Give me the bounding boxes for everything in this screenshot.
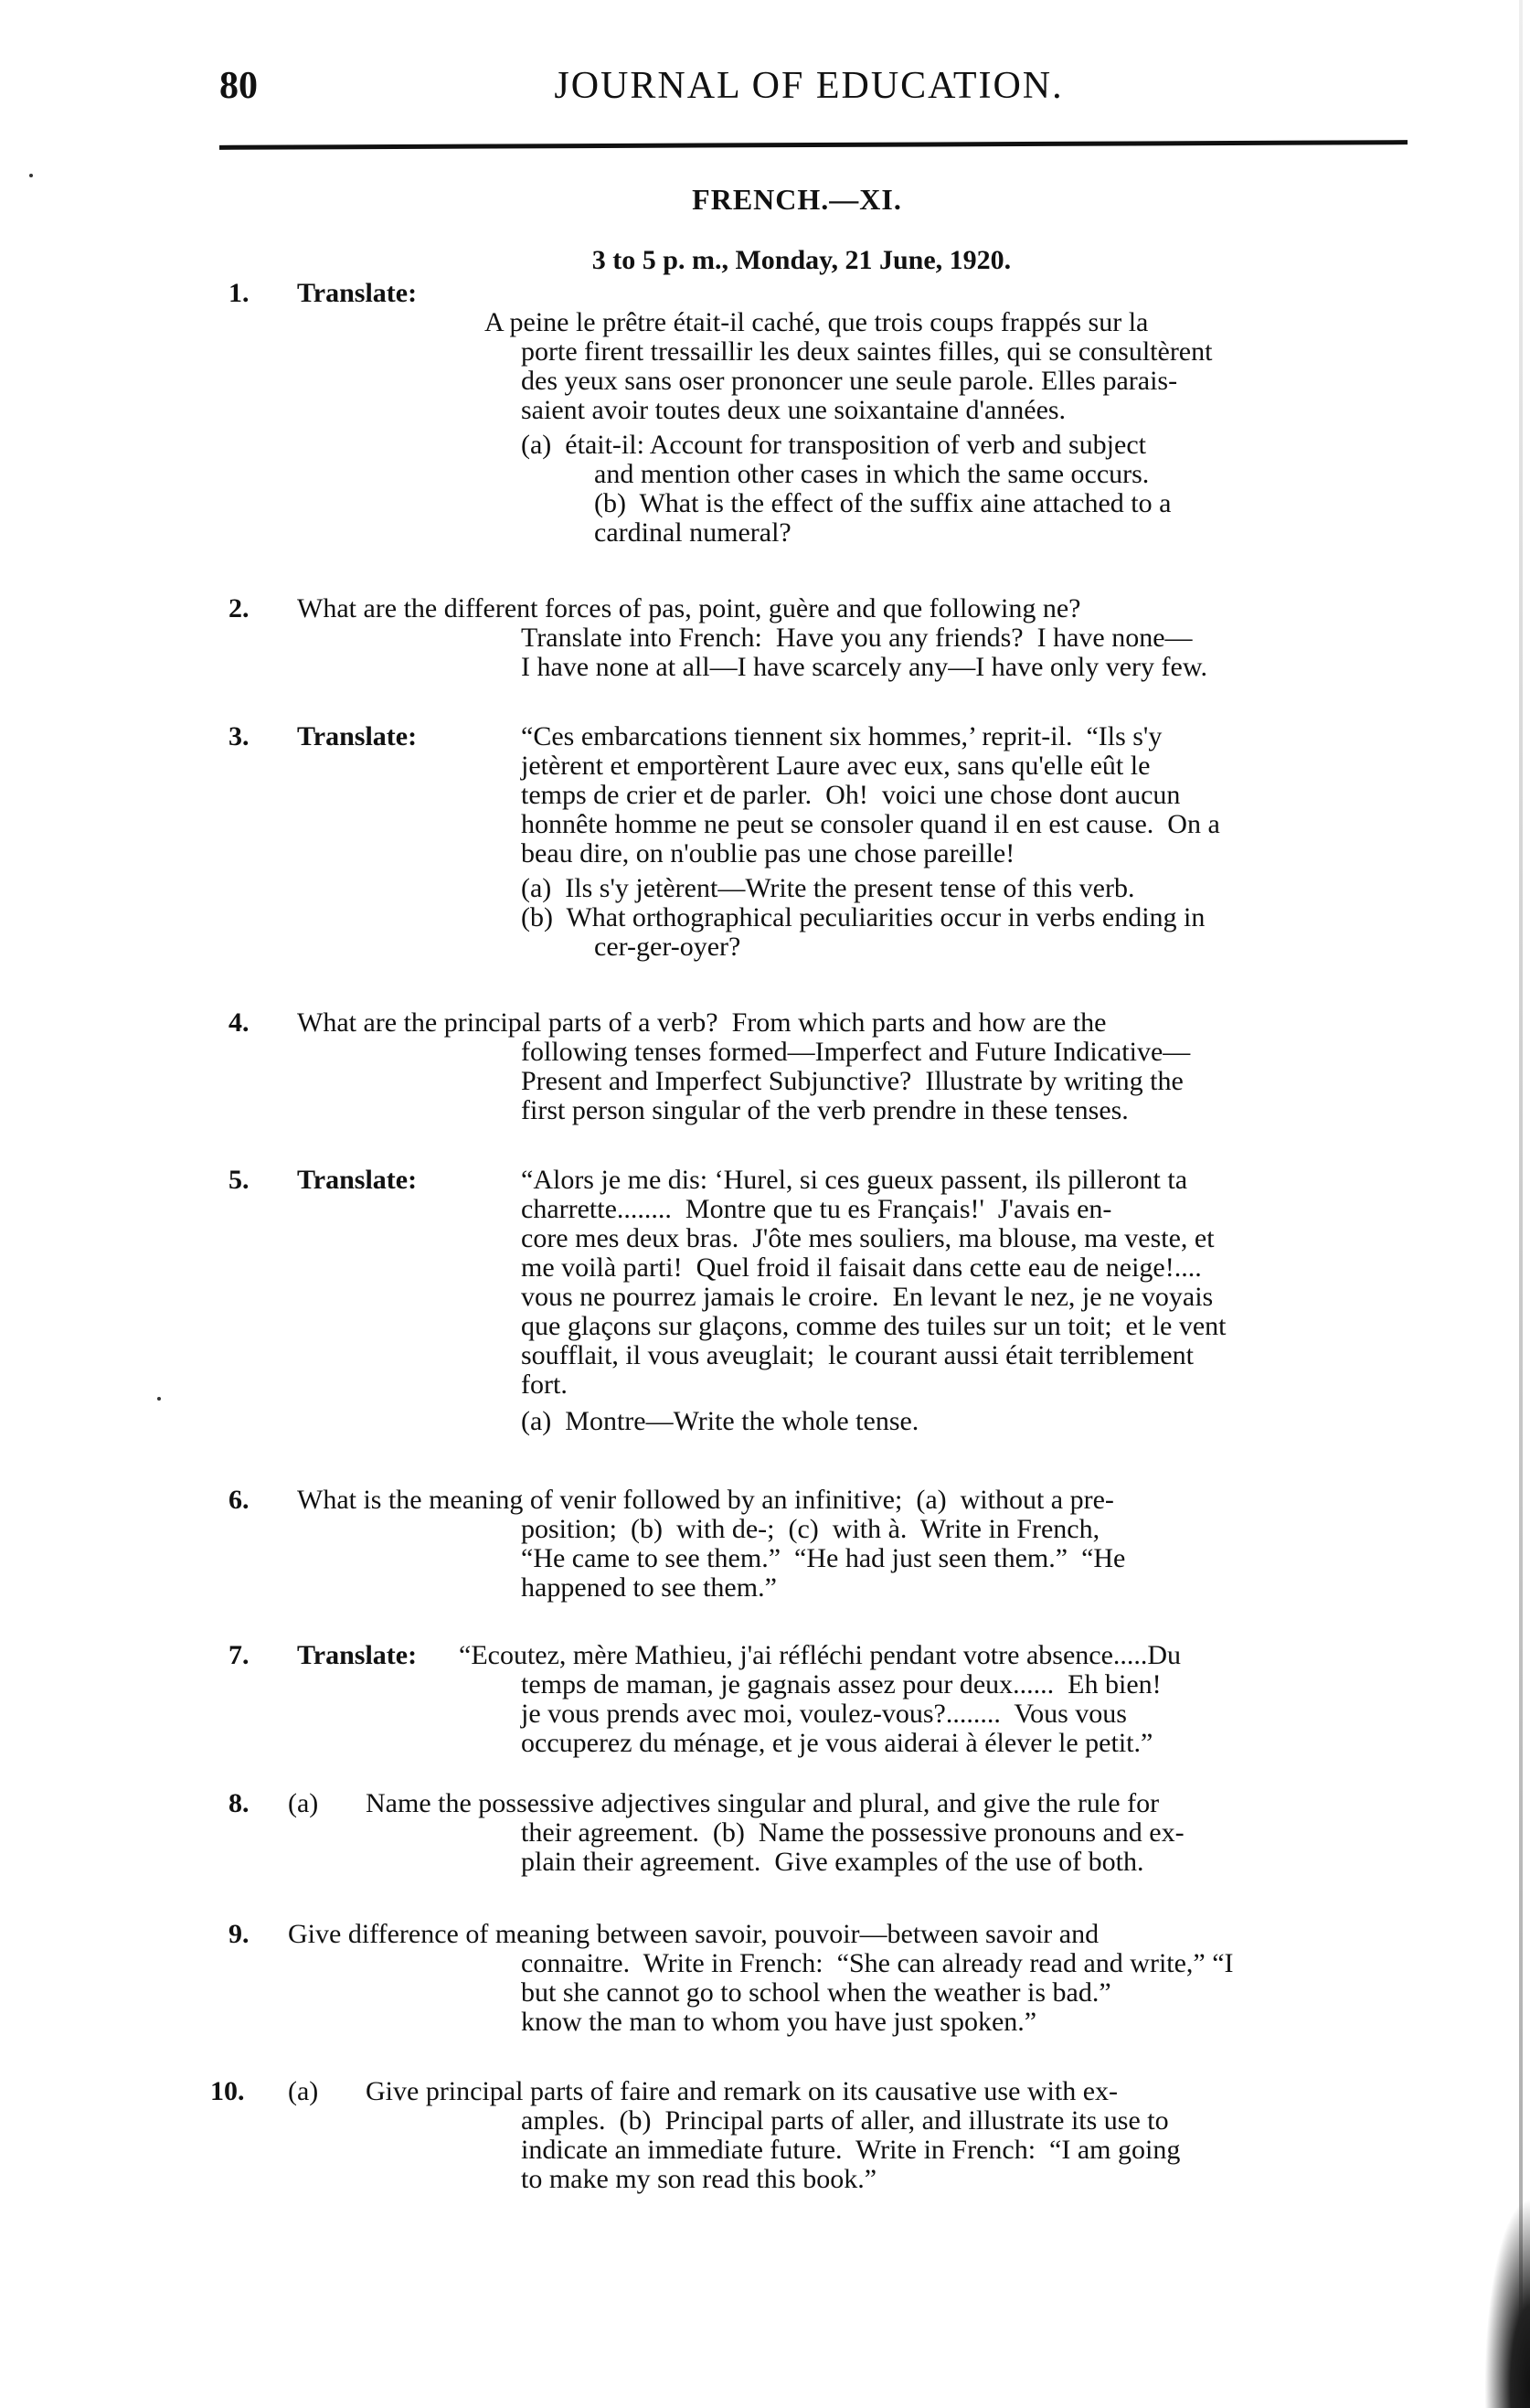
question-line: “Alors je me dis: ‘Hurel, si ces gueux passent, ils pilleront ta (521, 1165, 1188, 1195)
question-number: 4. (228, 1007, 250, 1038)
question-line: but she cannot go to school when the weather is bad.” (521, 1977, 1111, 2008)
question-subpart: (a) Montre—Write the whole tense. (521, 1406, 919, 1436)
question-lead: Translate: (297, 1640, 418, 1670)
question-line: plain their agreement. Give examples of the use of both. (521, 1847, 1144, 1877)
question-line: jetèrent et emportèrent Laure avec eux, sans qu'elle eût le (521, 751, 1151, 781)
question-number: 9. (228, 1919, 250, 1949)
question-line: indicate an immediate future. Write in French: “I am going (521, 2135, 1181, 2165)
question-line: What are the different forces of pas, point, guère and que following ne? (297, 593, 1081, 623)
header-rule (219, 140, 1408, 150)
question-line: connaitre. Write in French: “She can already read and write,” “I (521, 1948, 1234, 1978)
question-number: 3. (228, 721, 250, 751)
question-line: honnête homme ne peut se consoler quand il en est cause. On a (521, 809, 1220, 839)
question-number: 10. (210, 2076, 245, 2106)
question-line: Present and Imperfect Subjunctive? Illustrate by writing the (521, 1066, 1184, 1096)
question-3 (219, 722, 1417, 962)
page-edge-shadow (1519, 0, 1523, 2408)
question-line: “Ecoutez, mère Mathieu, j'ai réfléchi pendant votre absence.....Du (459, 1640, 1182, 1670)
question-1 (219, 279, 1417, 548)
question-part-label: (a) (288, 2076, 319, 2106)
question-line: temps de maman, je gagnais assez pour deux...... Eh bien! (521, 1669, 1162, 1699)
question-line: fort. (521, 1369, 568, 1400)
question-number: 2. (228, 593, 250, 623)
question-6 (219, 1486, 1417, 1603)
question-line: know the man to whom you have just spoken.” (521, 2007, 1037, 2037)
question-line: “Ces embarcations tiennent six hommes,’ reprit-il. “Ils s'y (521, 721, 1163, 751)
exam-time: 3 to 5 p. m., Monday, 21 June, 1920. (591, 245, 1012, 275)
question-part-label: (a) (288, 1788, 319, 1818)
question-line: amples. (b) Principal parts of aller, and illustrate its use to (521, 2105, 1169, 2136)
question-line: occuperez du ménage, et je vous aiderai à élever le petit.” (521, 1728, 1153, 1758)
question-line: following tenses formed—Imperfect and Future Indicative— (521, 1037, 1191, 1067)
question-line: “He came to see them.” “He had just seen them.” “He (521, 1543, 1126, 1573)
question-line: cardinal numeral? (594, 517, 792, 548)
question-number: 5. (228, 1165, 250, 1195)
question-line: temps de crier et de parler. Oh! voici une chose dont aucun (521, 780, 1181, 810)
page-edge-smudge (1484, 2198, 1530, 2408)
question-line: and mention other cases in which the same occurs. (594, 459, 1150, 489)
question-line: Translate into French: Have you any friends? I have none— (521, 623, 1193, 653)
question-line: Give difference of meaning between savoir, pouvoir—between savoir and (288, 1919, 1100, 1949)
question-number: 1. (228, 278, 250, 308)
question-line: beau dire, on n'oublie pas une chose pareille! (521, 838, 1015, 868)
question-line: What are the principal parts of a verb? From which parts and how are the (297, 1007, 1107, 1038)
section-title: FRENCH.—XI. (692, 183, 902, 216)
question-line: What is the meaning of venir followed by an infinitive; (a) without a pre- (297, 1485, 1114, 1515)
question-line: je vous prends avec moi, voulez-vous?........ Vous vous (521, 1699, 1127, 1729)
question-line: I have none at all—I have scarcely any—I have only very few. (521, 652, 1208, 682)
question-10 (210, 2076, 1417, 2194)
question-lead: Translate: (297, 1165, 418, 1195)
question-line: saient avoir toutes deux une soixantaine d'années. (521, 395, 1067, 425)
question-subpart: (b) What is the effect of the suffix aine attached to a (594, 488, 1172, 518)
question-subpart: (a) Ils s'y jetèrent—Write the present tense of this verb. (521, 873, 1135, 903)
question-line: position; (b) with de-; (c) with à. Write in French, (521, 1514, 1100, 1544)
question-number: 8. (228, 1788, 250, 1818)
question-line: to make my son read this book.” (521, 2164, 877, 2194)
question-number: 6. (228, 1485, 250, 1515)
speck (29, 174, 33, 177)
question-subpart: (a) était-il: Account for transposition of verb and subject (521, 430, 1146, 460)
question-line: charrette........ Montre que tu es Français!' J'avais en- (521, 1194, 1112, 1224)
question-5 (219, 1166, 1417, 1436)
question-lead: Translate: (297, 278, 418, 308)
question-4 (219, 1008, 1417, 1125)
question-subpart: (b) What orthographical peculiarities occur in verbs ending in (521, 902, 1206, 932)
question-line: soufflait, il vous aveuglait; le courant aussi était terriblement (521, 1340, 1194, 1370)
question-lead: Translate: (297, 721, 418, 751)
question-line: cer-ger-oyer? (594, 932, 741, 962)
question-line: me voilà parti! Quel froid il faisait dans cette eau de neige!.... (521, 1252, 1202, 1283)
question-line: Name the possessive adjectives singular and plural, and give the rule for (366, 1788, 1160, 1818)
page-number: 80 (219, 65, 258, 107)
question-2 (219, 594, 1417, 682)
journal-title: JOURNAL OF EDUCATION. (554, 65, 1064, 107)
question-8 (219, 1789, 1417, 1877)
question-line: core mes deux bras. J'ôte mes souliers, ma blouse, ma veste, et (521, 1223, 1215, 1253)
question-line: A peine le prêtre était-il caché, que trois coups frappés sur la (484, 307, 1149, 337)
question-7 (219, 1641, 1417, 1758)
question-line: que glaçons sur glaçons, comme des tuiles sur un toit; et le vent (521, 1311, 1227, 1341)
question-line: Give principal parts of faire and remark on its causative use with ex- (366, 2076, 1119, 2106)
question-line: porte firent tressaillir les deux saintes filles, qui se consultèrent (521, 336, 1213, 367)
speck (157, 1397, 161, 1401)
running-head (210, 64, 1408, 119)
question-line: des yeux sans oser prononcer une seule parole. Elles parais- (521, 366, 1178, 396)
question-line: happened to see them.” (521, 1572, 777, 1603)
question-number: 7. (228, 1640, 250, 1670)
question-line: first person singular of the verb prendre in these tenses. (521, 1095, 1129, 1125)
question-9 (219, 1920, 1417, 2037)
question-line: their agreement. (b) Name the possessive pronouns and ex- (521, 1817, 1185, 1848)
question-line: vous ne pourrez jamais le croire. En levant le nez, je ne voyais (521, 1282, 1214, 1312)
